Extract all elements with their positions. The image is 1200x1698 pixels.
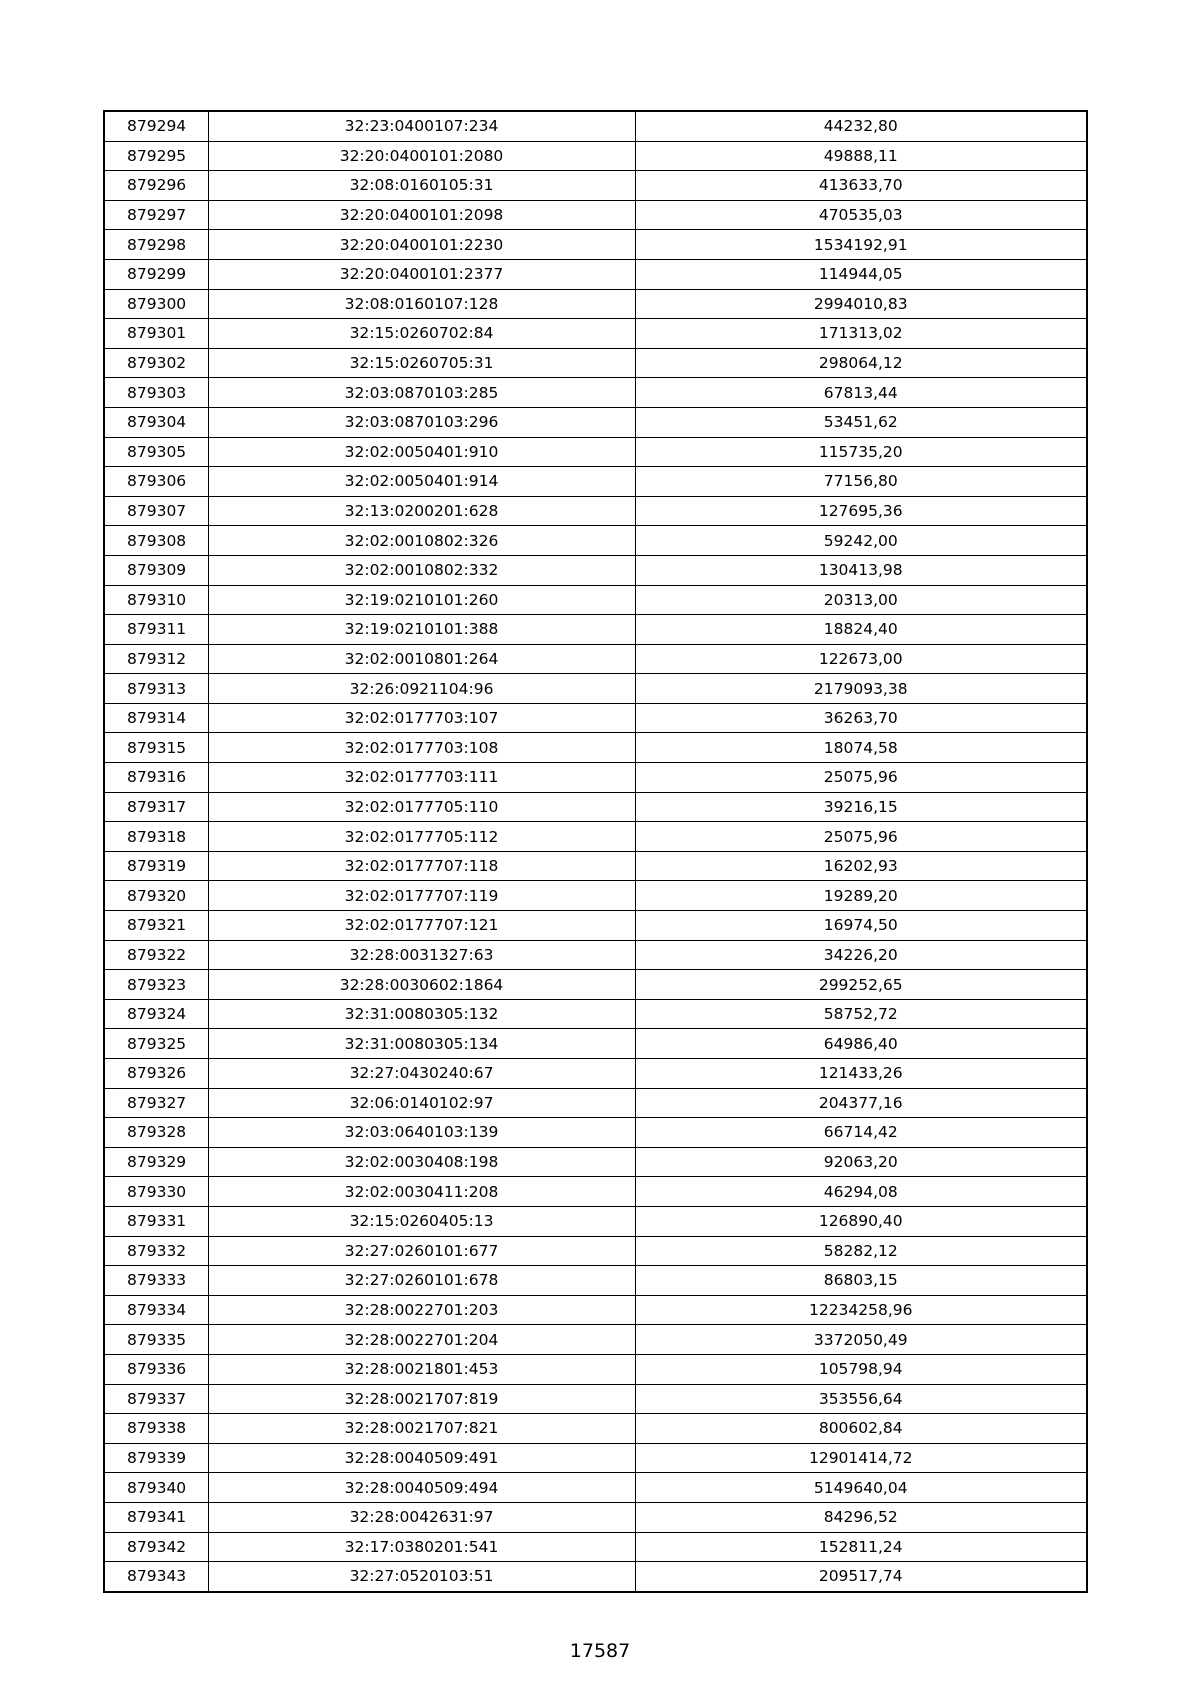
cadastral-value-cell: 92063,20 — [635, 1147, 1087, 1177]
cadastral-value-cell: 18074,58 — [635, 733, 1087, 763]
row-number-cell: 879333 — [104, 1266, 208, 1296]
cadastral-number-cell: 32:02:0177707:121 — [208, 911, 635, 941]
table-row — [104, 822, 1087, 852]
row-number-cell: 879306 — [104, 467, 208, 497]
row-number-cell: 879341 — [104, 1502, 208, 1532]
table-row — [104, 348, 1087, 378]
table-row — [104, 1502, 1087, 1532]
row-number-cell: 879343 — [104, 1562, 208, 1592]
row-number-cell: 879326 — [104, 1059, 208, 1089]
table-row — [104, 970, 1087, 1000]
page-number: 17587 — [569, 1640, 631, 1662]
cadastral-number-cell: 32:26:0921104:96 — [208, 674, 635, 704]
cadastral-number-cell: 32:02:0177703:108 — [208, 733, 635, 763]
cadastral-number-cell: 32:02:0050401:914 — [208, 467, 635, 497]
cadastral-number-cell: 32:02:0050401:910 — [208, 437, 635, 467]
table-row — [104, 1088, 1087, 1118]
cadastral-number-cell: 32:28:0022701:204 — [208, 1325, 635, 1355]
row-number-cell: 879325 — [104, 1029, 208, 1059]
table-row — [104, 940, 1087, 970]
row-number-cell: 879300 — [104, 289, 208, 319]
cadastral-number-cell: 32:02:0010802:326 — [208, 526, 635, 556]
cadastral-value-cell: 44232,80 — [635, 111, 1087, 141]
row-number-cell: 879331 — [104, 1206, 208, 1236]
row-number-cell: 879311 — [104, 615, 208, 645]
row-number-cell: 879323 — [104, 970, 208, 1000]
table-row — [104, 1118, 1087, 1148]
cadastral-number-cell: 32:27:0260101:678 — [208, 1266, 635, 1296]
cadastral-number-cell: 32:13:0200201:628 — [208, 496, 635, 526]
cadastral-value-cell: 122673,00 — [635, 644, 1087, 674]
cadastral-value-cell: 16202,93 — [635, 851, 1087, 881]
cadastral-value-cell: 77156,80 — [635, 467, 1087, 497]
cadastral-number-cell: 32:06:0140102:97 — [208, 1088, 635, 1118]
row-number-cell: 879339 — [104, 1443, 208, 1473]
table-row — [104, 526, 1087, 556]
cadastral-number-cell: 32:02:0177707:119 — [208, 881, 635, 911]
row-number-cell: 879297 — [104, 200, 208, 230]
row-number-cell: 879307 — [104, 496, 208, 526]
cadastral-value-cell: 58282,12 — [635, 1236, 1087, 1266]
row-number-cell: 879303 — [104, 378, 208, 408]
cadastral-value-cell: 20313,00 — [635, 585, 1087, 615]
cadastral-value-cell: 36263,70 — [635, 703, 1087, 733]
table-row — [104, 407, 1087, 437]
cadastral-value-cell: 16974,50 — [635, 911, 1087, 941]
row-number-cell: 879330 — [104, 1177, 208, 1207]
table-row — [104, 1473, 1087, 1503]
cadastral-number-cell: 32:03:0870103:285 — [208, 378, 635, 408]
row-number-cell: 879322 — [104, 940, 208, 970]
cadastral-number-cell: 32:20:0400101:2080 — [208, 141, 635, 171]
row-number-cell: 879340 — [104, 1473, 208, 1503]
table-row — [104, 1266, 1087, 1296]
table-row — [104, 1059, 1087, 1089]
table-row — [104, 792, 1087, 822]
row-number-cell: 879302 — [104, 348, 208, 378]
cadastral-value-cell: 49888,11 — [635, 141, 1087, 171]
cadastral-value-cell: 204377,16 — [635, 1088, 1087, 1118]
cadastral-number-cell: 32:03:0870103:296 — [208, 407, 635, 437]
row-number-cell: 879334 — [104, 1295, 208, 1325]
cadastral-value-cell: 39216,15 — [635, 792, 1087, 822]
row-number-cell: 879342 — [104, 1532, 208, 1562]
cadastral-number-cell: 32:20:0400101:2098 — [208, 200, 635, 230]
table-row — [104, 171, 1087, 201]
row-number-cell: 879308 — [104, 526, 208, 556]
cadastral-number-cell: 32:20:0400101:2377 — [208, 259, 635, 289]
cadastral-value-cell: 470535,03 — [635, 200, 1087, 230]
table-row — [104, 1414, 1087, 1444]
row-number-cell: 879320 — [104, 881, 208, 911]
table-row — [104, 1236, 1087, 1266]
row-number-cell: 879305 — [104, 437, 208, 467]
row-number-cell: 879313 — [104, 674, 208, 704]
row-number-cell: 879304 — [104, 407, 208, 437]
cadastral-number-cell: 32:08:0160105:31 — [208, 171, 635, 201]
table-row — [104, 1354, 1087, 1384]
cadastral-value-cell: 12901414,72 — [635, 1443, 1087, 1473]
table-row — [104, 230, 1087, 260]
cadastral-value-cell: 1534192,91 — [635, 230, 1087, 260]
row-number-cell: 879317 — [104, 792, 208, 822]
cadastral-number-cell: 32:02:0177703:107 — [208, 703, 635, 733]
table-row — [104, 1532, 1087, 1562]
cadastral-value-cell: 5149640,04 — [635, 1473, 1087, 1503]
table-row — [104, 1562, 1087, 1592]
row-number-cell: 879315 — [104, 733, 208, 763]
cadastral-value-cell: 299252,65 — [635, 970, 1087, 1000]
cadastral-number-cell: 32:27:0260101:677 — [208, 1236, 635, 1266]
table-row — [104, 1177, 1087, 1207]
row-number-cell: 879298 — [104, 230, 208, 260]
cadastral-number-cell: 32:23:0400107:234 — [208, 111, 635, 141]
cadastral-number-cell: 32:28:0022701:203 — [208, 1295, 635, 1325]
row-number-cell: 879336 — [104, 1354, 208, 1384]
row-number-cell: 879321 — [104, 911, 208, 941]
cadastral-number-cell: 32:28:0021801:453 — [208, 1354, 635, 1384]
row-number-cell: 879327 — [104, 1088, 208, 1118]
table-row — [104, 200, 1087, 230]
cadastral-number-cell: 32:02:0177705:112 — [208, 822, 635, 852]
cadastral-number-cell: 32:02:0177705:110 — [208, 792, 635, 822]
table-row — [104, 1295, 1087, 1325]
cadastral-value-cell: 25075,96 — [635, 763, 1087, 793]
table-row — [104, 1443, 1087, 1473]
cadastral-number-cell: 32:20:0400101:2230 — [208, 230, 635, 260]
row-number-cell: 879295 — [104, 141, 208, 171]
row-number-cell: 879328 — [104, 1118, 208, 1148]
cadastral-number-cell: 32:27:0430240:67 — [208, 1059, 635, 1089]
cadastral-number-cell: 32:08:0160107:128 — [208, 289, 635, 319]
table-row — [104, 733, 1087, 763]
row-number-cell: 879316 — [104, 763, 208, 793]
row-number-cell: 879318 — [104, 822, 208, 852]
cadastral-number-cell: 32:28:0040509:494 — [208, 1473, 635, 1503]
cadastral-value-cell: 121433,26 — [635, 1059, 1087, 1089]
table-row — [104, 999, 1087, 1029]
cadastral-value-cell: 64986,40 — [635, 1029, 1087, 1059]
table-row — [104, 1206, 1087, 1236]
table-row — [104, 851, 1087, 881]
table-row — [104, 141, 1087, 171]
cadastral-value-cell: 105798,94 — [635, 1354, 1087, 1384]
cadastral-value-cell: 18824,40 — [635, 615, 1087, 645]
cadastral-value-cell: 126890,40 — [635, 1206, 1087, 1236]
row-number-cell: 879310 — [104, 585, 208, 615]
cadastral-number-cell: 32:15:0260702:84 — [208, 319, 635, 349]
cadastral-value-cell: 800602,84 — [635, 1414, 1087, 1444]
table-row — [104, 763, 1087, 793]
cadastral-value-cell: 2994010,83 — [635, 289, 1087, 319]
cadastral-value-cell: 66714,42 — [635, 1118, 1087, 1148]
cadastral-value-cell: 353556,64 — [635, 1384, 1087, 1414]
cadastral-value-cell: 25075,96 — [635, 822, 1087, 852]
table-row — [104, 496, 1087, 526]
table-row — [104, 289, 1087, 319]
cadastral-number-cell: 32:02:0177707:118 — [208, 851, 635, 881]
row-number-cell: 879324 — [104, 999, 208, 1029]
cadastral-value-cell: 298064,12 — [635, 348, 1087, 378]
cadastral-value-cell: 34226,20 — [635, 940, 1087, 970]
row-number-cell: 879314 — [104, 703, 208, 733]
table-row — [104, 467, 1087, 497]
table-row — [104, 674, 1087, 704]
row-number-cell: 879329 — [104, 1147, 208, 1177]
cadastral-value-cell: 127695,36 — [635, 496, 1087, 526]
cadastral-value-cell: 59242,00 — [635, 526, 1087, 556]
cadastral-number-cell: 32:28:0021707:821 — [208, 1414, 635, 1444]
table-row — [104, 111, 1087, 141]
table-row — [104, 644, 1087, 674]
row-number-cell: 879335 — [104, 1325, 208, 1355]
row-number-cell: 879309 — [104, 555, 208, 585]
table-body — [104, 111, 1087, 1592]
table-row — [104, 319, 1087, 349]
cadastral-number-cell: 32:28:0030602:1864 — [208, 970, 635, 1000]
cadastral-number-cell: 32:28:0021707:819 — [208, 1384, 635, 1414]
cadastral-value-cell: 114944,05 — [635, 259, 1087, 289]
cadastral-value-cell: 12234258,96 — [635, 1295, 1087, 1325]
cadastral-value-cell: 58752,72 — [635, 999, 1087, 1029]
cadastral-number-cell: 32:02:0010801:264 — [208, 644, 635, 674]
cadastral-value-cell: 413633,70 — [635, 171, 1087, 201]
cadastral-number-cell: 32:31:0080305:134 — [208, 1029, 635, 1059]
cadastral-value-cell: 46294,08 — [635, 1177, 1087, 1207]
cadastral-number-cell: 32:19:0210101:260 — [208, 585, 635, 615]
table-row — [104, 615, 1087, 645]
cadastral-value-cell: 3372050,49 — [635, 1325, 1087, 1355]
cadastral-number-cell: 32:27:0520103:51 — [208, 1562, 635, 1592]
table-row — [104, 555, 1087, 585]
table-row — [104, 703, 1087, 733]
row-number-cell: 879294 — [104, 111, 208, 141]
cadastral-number-cell: 32:15:0260405:13 — [208, 1206, 635, 1236]
table-row — [104, 585, 1087, 615]
row-number-cell: 879337 — [104, 1384, 208, 1414]
cadastral-value-cell: 171313,02 — [635, 319, 1087, 349]
cadastral-value-cell: 209517,74 — [635, 1562, 1087, 1592]
cadastral-value-cell: 152811,24 — [635, 1532, 1087, 1562]
cadastral-number-cell: 32:28:0031327:63 — [208, 940, 635, 970]
cadastral-value-cell: 2179093,38 — [635, 674, 1087, 704]
cadastral-number-cell: 32:31:0080305:132 — [208, 999, 635, 1029]
table-row — [104, 437, 1087, 467]
cadastral-value-cell: 86803,15 — [635, 1266, 1087, 1296]
cadastral-value-cell: 84296,52 — [635, 1502, 1087, 1532]
cadastral-number-cell: 32:02:0010802:332 — [208, 555, 635, 585]
cadastral-number-cell: 32:02:0030411:208 — [208, 1177, 635, 1207]
table-row — [104, 378, 1087, 408]
cadastral-value-cell: 19289,20 — [635, 881, 1087, 911]
cadastral-value-cell: 53451,62 — [635, 407, 1087, 437]
cadastral-number-cell: 32:02:0030408:198 — [208, 1147, 635, 1177]
cadastral-number-cell: 32:19:0210101:388 — [208, 615, 635, 645]
cadastral-number-cell: 32:17:0380201:541 — [208, 1532, 635, 1562]
table-row — [104, 1325, 1087, 1355]
row-number-cell: 879319 — [104, 851, 208, 881]
cadastral-value-cell: 130413,98 — [635, 555, 1087, 585]
row-number-cell: 879312 — [104, 644, 208, 674]
cadastral-value-table — [103, 110, 1088, 1593]
table-row — [104, 911, 1087, 941]
cadastral-number-cell: 32:15:0260705:31 — [208, 348, 635, 378]
cadastral-number-cell: 32:28:0040509:491 — [208, 1443, 635, 1473]
cadastral-value-cell: 67813,44 — [635, 378, 1087, 408]
cadastral-value-cell: 115735,20 — [635, 437, 1087, 467]
cadastral-number-cell: 32:03:0640103:139 — [208, 1118, 635, 1148]
cadastral-number-cell: 32:02:0177703:111 — [208, 763, 635, 793]
table-row — [104, 1029, 1087, 1059]
table-row — [104, 881, 1087, 911]
table-row — [104, 259, 1087, 289]
table-row — [104, 1147, 1087, 1177]
row-number-cell: 879299 — [104, 259, 208, 289]
row-number-cell: 879301 — [104, 319, 208, 349]
row-number-cell: 879332 — [104, 1236, 208, 1266]
row-number-cell: 879296 — [104, 171, 208, 201]
row-number-cell: 879338 — [104, 1414, 208, 1444]
table-row — [104, 1384, 1087, 1414]
cadastral-number-cell: 32:28:0042631:97 — [208, 1502, 635, 1532]
